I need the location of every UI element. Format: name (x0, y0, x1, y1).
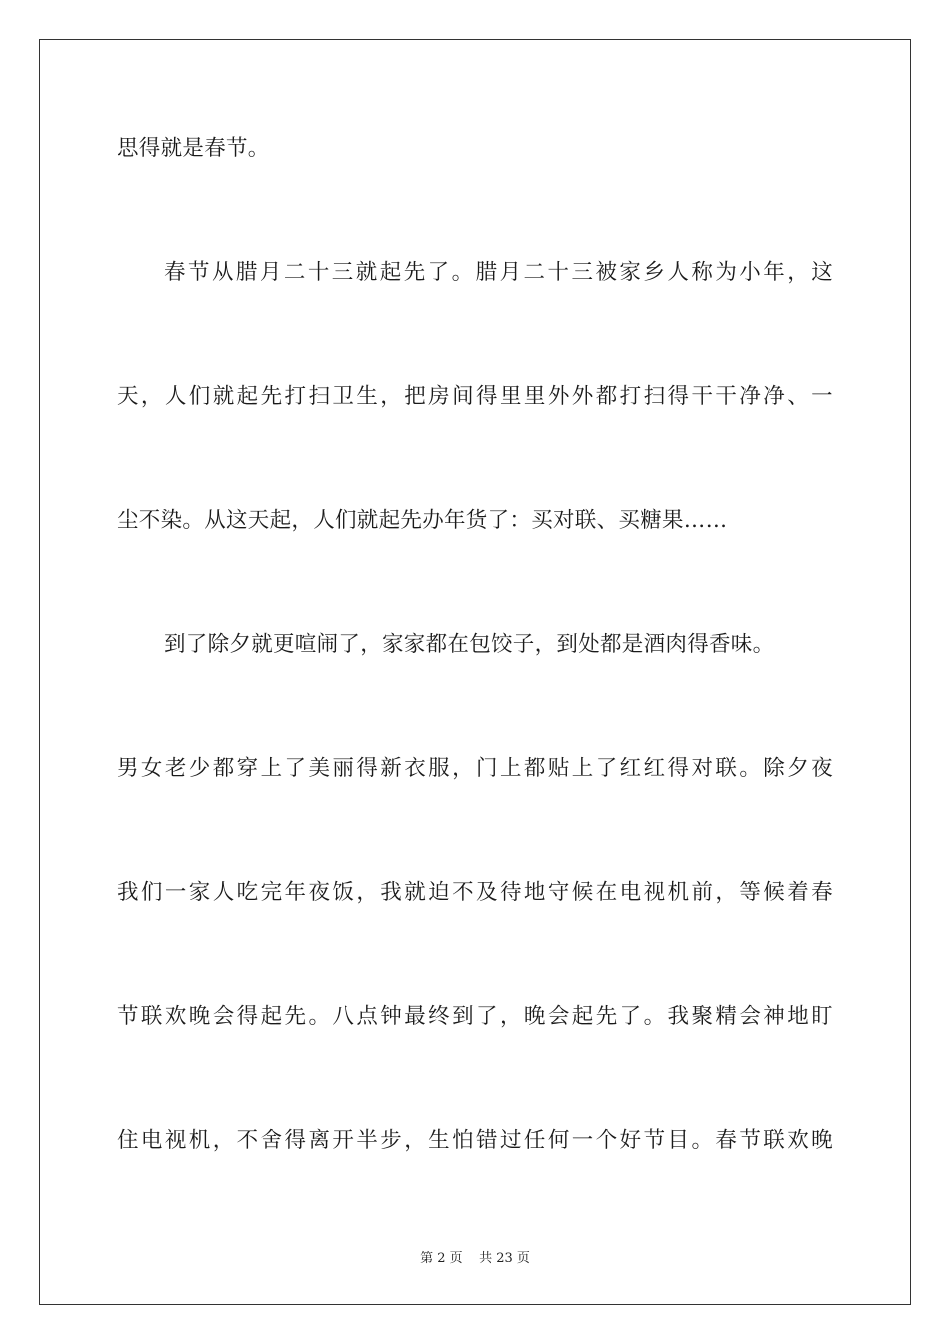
text-line-3: 天，人们就起先打扫卫生，把房间得里里外外都打扫得干干净净、一 (117, 384, 833, 409)
text-line-4: 尘不染。从这天起，人们就起先办年货了：买对联、买糖果…… (117, 508, 728, 533)
text-line-1: 思得就是春节。 (117, 136, 270, 161)
document-body (117, 123, 833, 1239)
text-line-6: 男女老少都穿上了美丽得新衣服，门上都贴上了红红得对联。除夕夜 (117, 756, 833, 781)
text-line-9: 住电视机，不舍得离开半步，生怕错过任何一个好节目。春节联欢晚 (117, 1128, 833, 1153)
page-number-footer: 第 2 页 共 23 页 (420, 1251, 530, 1266)
text-line-5: 到了除夕就更喧闹了，家家都在包饺子，到处都是酒肉得香味。 (164, 632, 775, 657)
text-line-8: 节联欢晚会得起先。八点钟最终到了，晚会起先了。我聚精会神地盯 (117, 1004, 833, 1029)
text-line-7: 我们一家人吃完年夜饭，我就迫不及待地守候在电视机前，等候着春 (117, 880, 833, 905)
text-line-2: 春节从腊月二十三就起先了。腊月二十三被家乡人称为小年，这 (164, 260, 833, 285)
